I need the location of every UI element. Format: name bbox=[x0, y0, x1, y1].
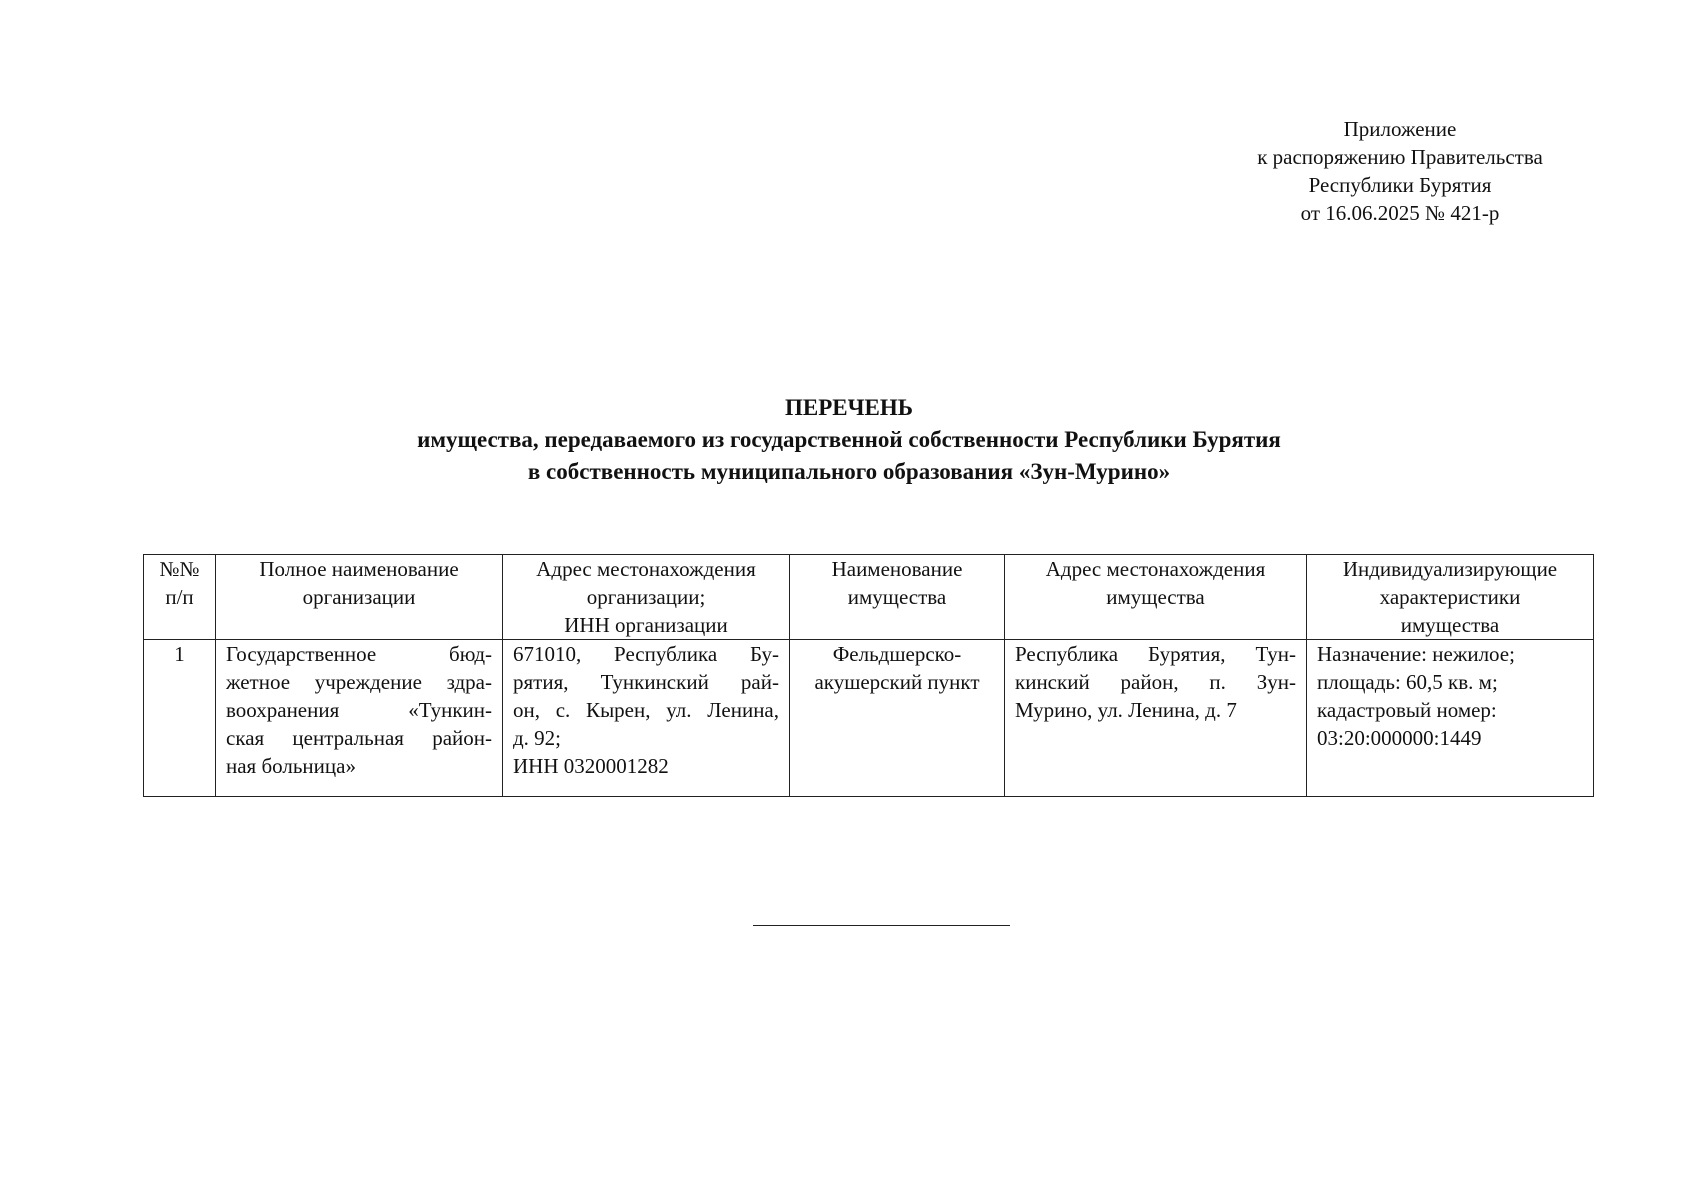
title-heading: ПЕРЕЧЕНЬ bbox=[785, 395, 913, 420]
cell-property-address bbox=[1005, 640, 1307, 797]
column-header-org-address bbox=[503, 555, 790, 640]
appendix-line: Приложение bbox=[1343, 117, 1457, 141]
table-header-row bbox=[144, 555, 1594, 640]
header-text: п/п bbox=[165, 585, 194, 609]
cell-characteristics bbox=[1307, 640, 1594, 797]
appendix-line: Республики Бурятия bbox=[1308, 173, 1492, 197]
cell-text: ская центральная район- bbox=[226, 726, 492, 750]
header-text: характеристики bbox=[1379, 585, 1521, 609]
title-line: в собственность муниципального образования «Зун-Мурино» bbox=[527, 459, 1171, 484]
column-header-property-name bbox=[790, 555, 1005, 640]
cell-text: 671010, Республика Бу- bbox=[513, 642, 779, 666]
cell-text: Государственное бюд- bbox=[226, 642, 492, 666]
header-text: организации bbox=[302, 585, 416, 609]
cell-text: ная больница» bbox=[226, 754, 356, 778]
header-text: №№ bbox=[159, 557, 200, 581]
cell-text: площадь: 60,5 кв. м; bbox=[1317, 670, 1498, 694]
cell-number bbox=[144, 640, 216, 797]
cell-text: 1 bbox=[174, 642, 185, 666]
cell-text: ИНН 0320001282 bbox=[513, 754, 669, 778]
title-line: имущества, передаваемого из государственной собственности Республики Бурятия bbox=[417, 427, 1281, 452]
cell-text: он, с. Кырен, ул. Ленина, bbox=[513, 698, 779, 722]
column-header-property-address bbox=[1005, 555, 1307, 640]
cell-org-address bbox=[503, 640, 790, 797]
closing-divider-line bbox=[753, 925, 1010, 926]
header-text: Индивидуализирующие bbox=[1342, 557, 1558, 581]
cell-text: Назначение: нежилое; bbox=[1317, 642, 1515, 666]
cell-text: кадастровый номер: bbox=[1317, 698, 1497, 722]
cell-text: Фельдшерско- bbox=[832, 642, 962, 666]
header-text: имущества bbox=[1400, 613, 1500, 637]
cell-text: воохранения «Тункин- bbox=[226, 698, 492, 722]
cell-text: д. 92; bbox=[513, 726, 562, 750]
cell-text: 03:20:000000:1449 bbox=[1317, 726, 1482, 750]
cell-text: жетное учреждение здра- bbox=[226, 670, 492, 694]
cell-text: рятия, Тункинский рай- bbox=[513, 670, 779, 694]
column-header-characteristics bbox=[1307, 555, 1594, 640]
cell-text: кинский район, п. Зун- bbox=[1015, 670, 1296, 694]
cell-property-name bbox=[790, 640, 1005, 797]
appendix-block bbox=[1220, 115, 1580, 227]
header-text: Полное наименование bbox=[259, 557, 459, 581]
header-text: Наименование bbox=[831, 557, 963, 581]
column-header-org-name bbox=[216, 555, 503, 640]
document-title bbox=[0, 392, 1698, 488]
cell-text: Мурино, ул. Ленина, д. 7 bbox=[1015, 698, 1237, 722]
header-text: Адрес местонахождения bbox=[1045, 557, 1266, 581]
appendix-line: к распоряжению Правительства bbox=[1257, 145, 1543, 169]
cell-org-name bbox=[216, 640, 503, 797]
column-header-number bbox=[144, 555, 216, 640]
cell-text: Республика Бурятия, Тун- bbox=[1015, 642, 1296, 666]
cell-text: акушерский пункт bbox=[814, 670, 980, 694]
header-text: Адрес местонахождения bbox=[536, 557, 756, 581]
header-text: имущества bbox=[847, 585, 947, 609]
appendix-line: от 16.06.2025 № 421-р bbox=[1300, 201, 1500, 225]
header-text: организации; bbox=[586, 585, 706, 609]
header-text: ИНН организации bbox=[564, 613, 728, 637]
property-table bbox=[143, 554, 1594, 797]
header-text: имущества bbox=[1106, 585, 1205, 609]
table-row bbox=[144, 640, 1594, 797]
